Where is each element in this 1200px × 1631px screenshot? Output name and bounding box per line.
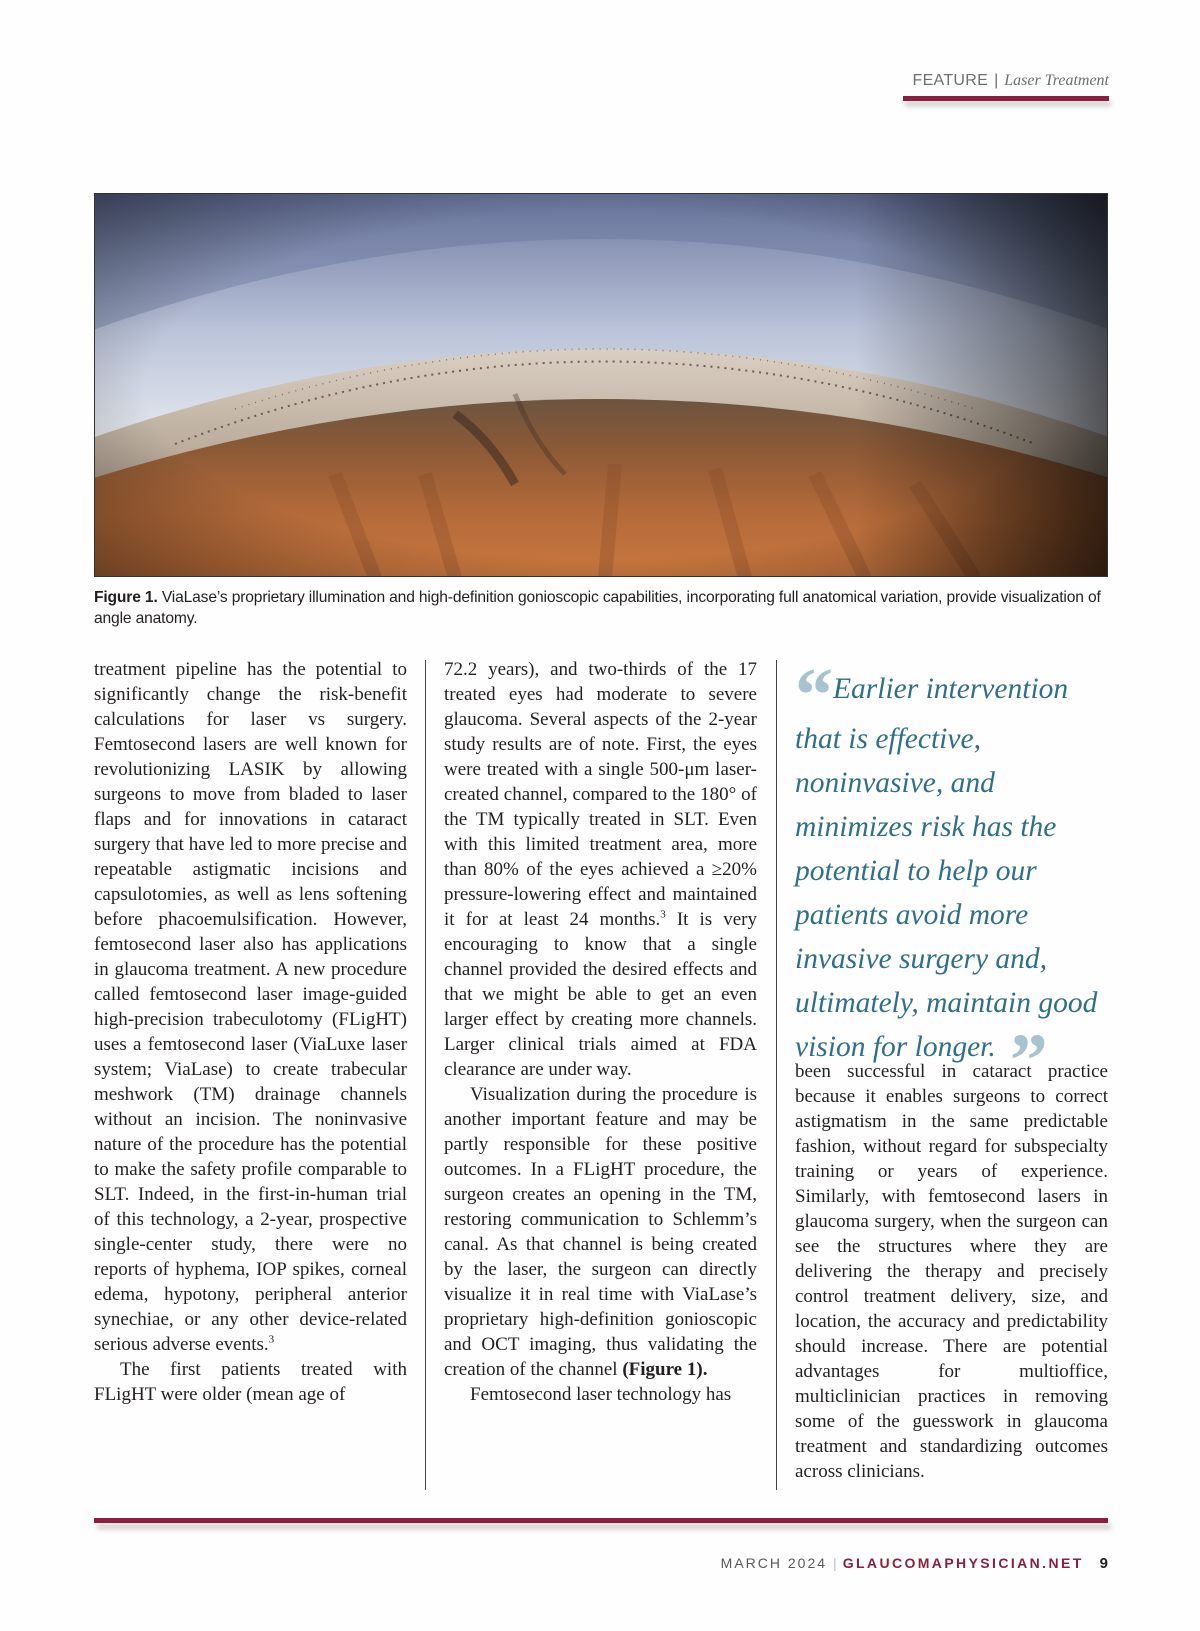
issue-date: MARCH 2024	[720, 1555, 828, 1571]
figure-reference: (Figure 1).	[622, 1359, 708, 1380]
running-header	[913, 72, 1110, 90]
body-column-1	[94, 657, 407, 1407]
figure-1-gonioscopy-image	[94, 193, 1108, 577]
header-topic: Laser Treatment	[1004, 72, 1109, 89]
close-quote-mark: ”	[1009, 1019, 1044, 1103]
page-number: 9	[1099, 1555, 1108, 1572]
pull-quote	[795, 653, 1115, 1103]
paragraph-text: It is very encouraging to know that a single channel provided the desired effects and that we might be able to get an even larger effect by creating more channels. Larger clinical trials aimed at FDA clearance are under way.	[444, 909, 757, 1080]
page-footer	[721, 1555, 1108, 1572]
footer-rule	[94, 1518, 1108, 1523]
website: GLAUCOMAPHYSICIAN.NET	[842, 1555, 1084, 1571]
header-separator: |	[994, 72, 999, 89]
paragraph: been successful in cataract practice because it enables surgeons to correct astigmatism in the same predictable fashion, without regard for subspecialty training or years of experience. Similarly, with femtosecond lasers in glaucoma surgery, when the surgeon can see the structures where they are delivering the therapy and precisely control treatment delivery, size, and location, the accuracy and predictability should increase. There are potential advantages for multioffice, multiclinician practices in removing some of the guesswork in glaucoma treatment and standardizing outcomes across clinicians.	[795, 1061, 1108, 1482]
paragraph	[444, 1082, 757, 1382]
paragraph-text: 72.2 years), and two-thirds of the 17 treated eyes had moderate to severe glaucoma. Several aspects of the 2-year study results are of note. First, the eyes were treated with a single 500-μm laser-created channel, compared to the 180° of the TM typically treated in SLT. Even with this limited treatment area, more than 80% of the eyes achieved a ≥20% pressure-lowering effect and maintained it for at least 24 months.	[444, 659, 757, 930]
header-rule	[903, 96, 1109, 101]
body-column-3	[795, 1059, 1108, 1484]
pull-quote-text: Earlier intervention that is effective, noninvasive, and minimizes risk has the potential to help our patients avoid more invasive surgery and, ultimately, maintain good vision for longer.	[795, 673, 1098, 1063]
paragraph	[444, 657, 757, 1082]
column-divider	[425, 660, 426, 1490]
reference-marker: 3	[660, 908, 666, 921]
reference-marker: 3	[268, 1333, 275, 1346]
header-section: FEATURE	[912, 72, 989, 89]
footer-separator: |	[833, 1555, 837, 1571]
paragraph: The first patients treated with FLigHT were older (mean age of	[94, 1359, 407, 1405]
paragraph	[94, 657, 407, 1357]
paragraph: Femtosecond laser technology has	[470, 1384, 732, 1405]
header-text	[913, 72, 1110, 90]
figure-label: Figure 1.	[94, 589, 158, 606]
body-column-2	[444, 657, 757, 1407]
column-divider	[776, 660, 777, 1490]
paragraph-text: treatment pipeline has the potential to significantly change the risk-benefit calculations for laser vs surgery. Femtosecond lasers are well known for revolutionizing LASIK by allowing surgeons to move from bladed to laser flaps and for innovations in cataract surgery that have led to more precise and repeatable astigmatic incisions and capsulotomies, as well as lens softening before phacoemulsification. However, femtosecond laser also has applications in glaucoma treatment. A new procedure called femtosecond laser image-guided high-precision trabeculotomy (FLigHT) uses a femtosecond laser (ViaLuxe laser system; ViaLase) to create trabecular meshwork (TM) drainage channels without an incision. The noninvasive nature of the procedure has the potential to make the safety profile comparable to SLT. Indeed, in the first-in-human trial of this technology, a 2-year, prospective single-center study, there were no reports of hyphema, IOP spikes, corneal edema, hypotony, peripheral anterior synechiae, or any other device-related serious adverse events.	[94, 659, 407, 1355]
open-quote-mark: “	[795, 653, 829, 737]
figure-caption-text: ViaLase’s proprietary illumination and high-definition gonioscopic capabilities, incorporating full anatomical variation, provide visualization of angle anatomy.	[94, 589, 1101, 627]
gonioscopy-illustration	[95, 194, 1108, 577]
figure-caption	[94, 587, 1108, 629]
paragraph-text: Visualization during the procedure is another important feature and may be partly responsible for these positive outcomes. In a FLigHT procedure, the surgeon creates an opening in the TM, restoring communication to Schlemm’s canal. As that channel is being created by the laser, the surgeon can directly visualize it in real time with ViaLase’s proprietary high-definition gonioscopic and OCT imaging, thus validating the creation of the channel	[444, 1084, 757, 1380]
